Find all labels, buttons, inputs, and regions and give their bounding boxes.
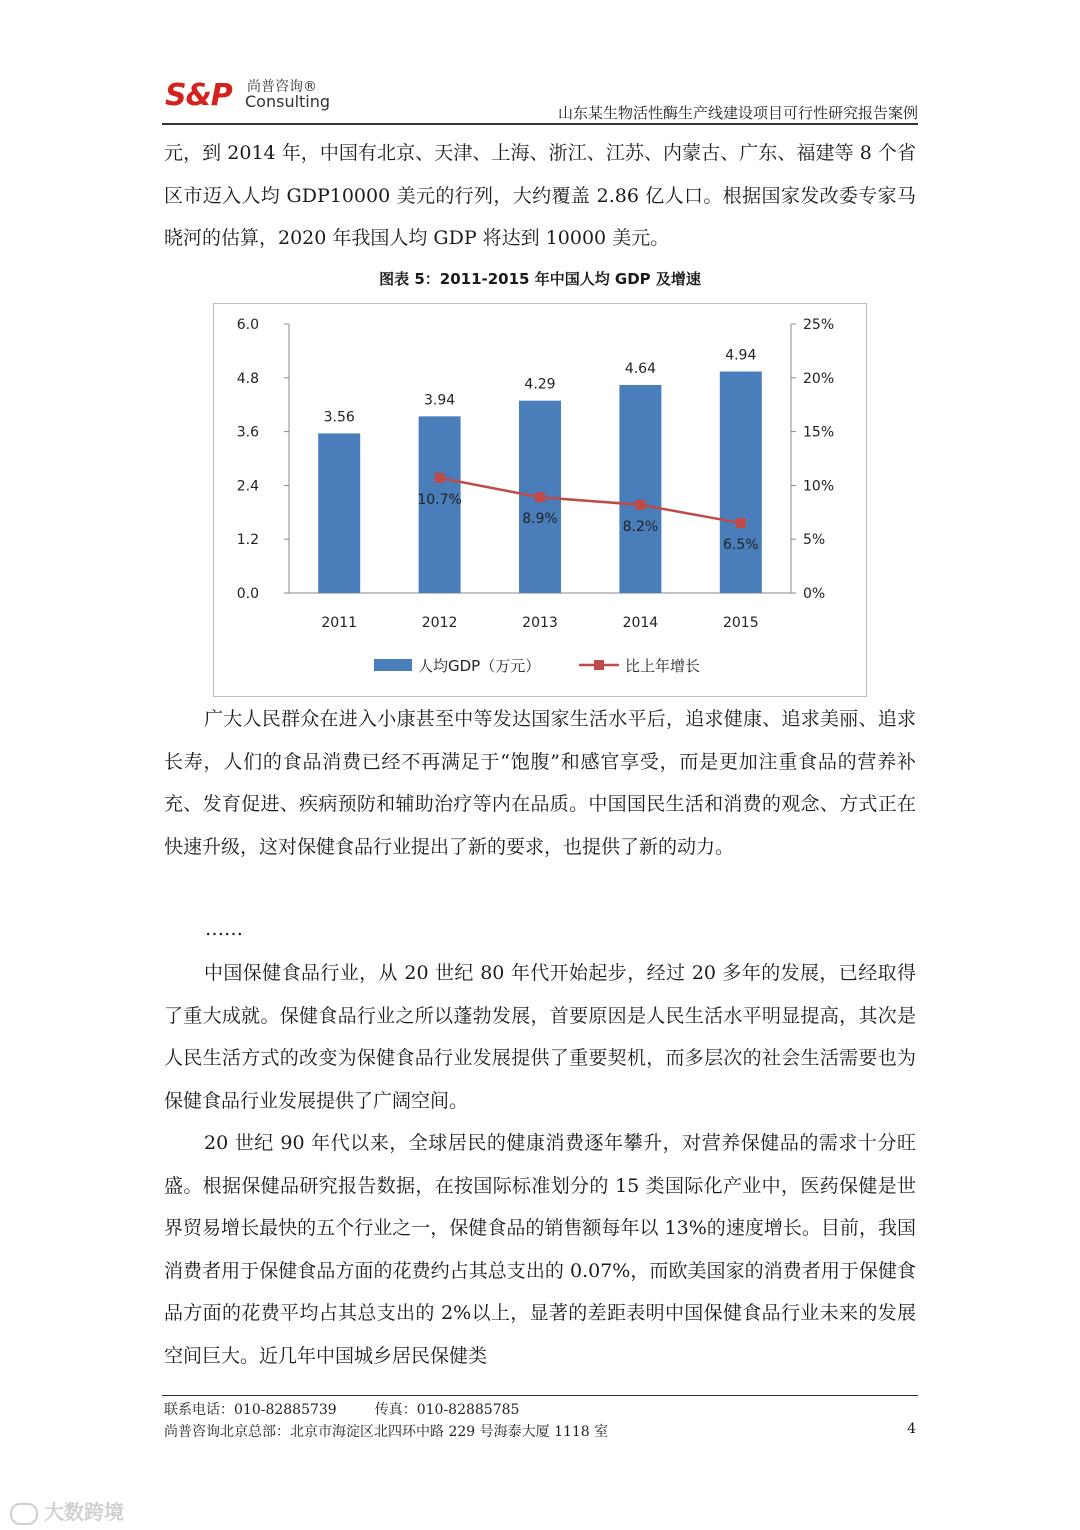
left-tick-label: 0.0 [236, 586, 259, 602]
gdp-bar-label: 3.94 [424, 392, 456, 409]
ellipsis: …… [205, 918, 243, 940]
legend-bar-label: 人均GDP（万元） [418, 657, 541, 675]
x-tick-label: 2012 [421, 615, 458, 631]
report-title: 山东某生物活性酶生产线建设项目可行性研究报告案例 [557, 104, 918, 122]
watermark-logo-icon [10, 1503, 38, 1525]
left-tick-label: 2.4 [236, 478, 259, 495]
legend-line-label: 比上年增长 [625, 657, 701, 675]
logo-chinese: 尚普咨询® [247, 79, 317, 95]
paragraph-1: 元，到 2014 年，中国有北京、天津、上海、浙江、江苏、内蒙古、广东、福建等 8 个省区市迈入人均 GDP10000 美元的行列，大约覆盖 2.86 亿人口。根据国家发改委专家马晓河的估算，2020 年我国人均 GDP 将达到 10000 美元。 [164, 142, 916, 249]
x-tick-label: 2015 [722, 615, 759, 631]
footer-phone: 联系电话：010-82885739 [164, 1402, 337, 1418]
header-divider [162, 123, 918, 125]
growth-marker [635, 500, 645, 510]
left-tick-label: 1.2 [236, 532, 259, 549]
paragraph-2: 广大人民群众在进入小康甚至中等发达国家生活水平后，追求健康、追求美丽、追求长寿，人们的食品消费已经不再满足于“饱腹”和感官享受，而是更加注重食品的营养补充、发育促进、疾病预防和辅助治疗等内在品质。中国国民生活和消费的观念、方式正在快速升级，这对保健食品行业提出了新的要求，也提供了新的动力。 [164, 708, 916, 858]
footer-divider [162, 1395, 918, 1396]
gdp-bar-label: 4.64 [624, 360, 656, 377]
logo-mark: S&P [165, 78, 232, 113]
right-tick-label: 5% [803, 532, 826, 549]
logo-english: Consulting [245, 92, 331, 111]
page-number: 4 [907, 1421, 916, 1437]
gdp-bar-label: 4.29 [524, 376, 556, 393]
x-tick-label: 2013 [522, 615, 558, 631]
right-tick-label: 15% [803, 424, 835, 441]
right-tick-label: 0% [803, 586, 826, 602]
growth-line [440, 478, 741, 523]
gdp-bar [619, 385, 661, 593]
legend-line-marker [594, 660, 604, 670]
growth-label: 8.9% [522, 511, 558, 528]
right-tick-label: 20% [803, 370, 835, 387]
growth-label: 10.7% [417, 491, 462, 508]
footer-fax: 传真：010-82885785 [374, 1402, 520, 1418]
paragraph-3: 中国保健食品行业，从 20 世纪 80 年代开始起步，经过 20 多年的发展，已经取得了重大成就。保健食品行业之所以蓬勃发展，首要原因是人民生活水平明显提高，其次是人民生活方式的改变为保健食品行业发展提供了重要契机，而多层次的社会生活需要也为保健食品行业发展提供了广阔空间。 [164, 962, 916, 1112]
watermark-text: 大数跨境 [44, 1500, 124, 1524]
company-logo [165, 76, 365, 116]
figure-caption: 图表 5：2011-2015 年中国人均 GDP 及增速 [379, 270, 701, 288]
left-tick-label: 3.6 [236, 424, 259, 441]
growth-marker [535, 492, 545, 502]
gdp-bar-label: 3.56 [323, 409, 355, 426]
left-tick-label: 4.8 [236, 370, 259, 387]
footer-contact [164, 1399, 519, 1419]
gdp-bar [720, 372, 762, 593]
gdp-bar [318, 433, 360, 593]
x-tick-label: 2011 [321, 615, 358, 631]
growth-label: 8.2% [622, 518, 659, 535]
chart-canvas [214, 304, 866, 696]
gdp-bar-label: 4.94 [725, 347, 757, 364]
right-tick-label: 25% [803, 317, 835, 333]
growth-marker [736, 518, 746, 528]
footer-address: 尚普咨询北京总部：北京市海淀区北四环中路 229 号海泰大厦 1118 室 [164, 1424, 609, 1440]
gdp-chart [213, 303, 867, 697]
x-tick-label: 2014 [622, 615, 659, 631]
watermark [10, 1496, 124, 1525]
growth-marker [435, 473, 445, 483]
left-tick-label: 6.0 [236, 317, 259, 333]
paragraph-4: 20 世纪 90 年代以来，全球居民的健康消费逐年攀升，对营养保健品的需求十分旺盛。根据保健品研究报告数据，在按国际标准划分的 15 类国际化产业中，医药保健是世界贸易增长最快的五个行业之一，保健食品的销售额每年以 13%的速度增长。目前，我国消费者用于保健食品方面的花费约占其总支出的 0.07%，而欧美国家的消费者用于保健食品方面的花费平均占其总支出的 2%以上，显著的差距表明中国保健食品行业未来的发展空间巨大。近几年中国城乡居民保健类 [164, 1132, 916, 1367]
legend-bar-swatch [374, 659, 412, 671]
right-tick-label: 10% [803, 478, 835, 495]
growth-label: 6.5% [723, 537, 759, 554]
